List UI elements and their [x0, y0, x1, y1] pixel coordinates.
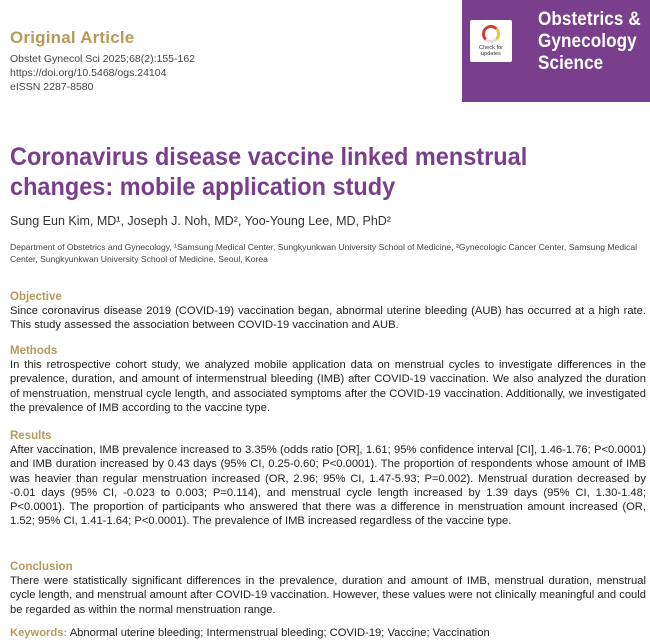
journal-name-line3: Science — [538, 53, 604, 74]
citation: Obstet Gynecol Sci 2025;68(2):155-162 — [10, 53, 196, 65]
results-text: After vaccination, IMB prevalence increased to 3.35% (odds ratio [OR], 1.61; 95% confidence interval [CI], 1.46-1.76; P<0.0001) and IMB duration increased by 0.43 days (95% CI, 0.25-0.60; P<0.0001). The proportion of respondents whose amount of IMB was heavier than regular menstruation increased (OR, 2.96; 95% CI, 1.47-5.93; P=0.002). Menstrual duration decreased by -0.01 days (95% CI, -0.023 to 0.003; P=0.114), and menstrual cycle length increased by 1.39 days (95% CI, 1.30-1.48; P<0.0001). The proportion of participants who answered that there was a difference in menstruation amount increased (OR, 1.52; 95% CI, 1.41-1.64; P<0.0001). The prevalence of IMB increased regardless of the vaccine type. — [10, 444, 646, 528]
keywords-text: Abnormal uterine bleeding; Intermenstrual bleeding; COVID-19; Vaccine; Vaccination — [69, 627, 490, 639]
affiliation: Department of Obstetrics and Gynecology, ¹Samsung Medical Center, Sungkyunkwan University School of Medicine, ²Gynecologic Cancer Center, Samsung Medical Center, Sungkyunkwan University School of Medicine, Seoul, Korea — [10, 242, 638, 264]
article-meta — [10, 28, 195, 94]
conclusion-text: There were statistically significant differences in the prevalence, duration and amount of IMB, menstrual duration, menstrual cycle length, and menstrual amount after COVID-19 vaccination. However, these values were not clinically meaningful and could be regarded as within the normal menstruation range. — [10, 575, 646, 616]
results-section — [10, 429, 646, 529]
journal-name-line2: Gynecology — [538, 31, 637, 52]
authors: Sung Eun Kim, MD¹, Joseph J. Noh, MD², Yoo-Young Lee, MD, PhD² — [10, 214, 391, 228]
objective-heading: Objective — [10, 291, 62, 303]
methods-heading: Methods — [10, 345, 58, 357]
journal-name-line1: Obstetrics & — [538, 9, 641, 30]
check-for-updates-icon — [482, 25, 500, 43]
conclusion-section — [10, 560, 646, 617]
badge-line2: updates — [481, 51, 501, 57]
journal-name — [538, 9, 641, 75]
results-heading: Results — [10, 430, 52, 442]
check-for-updates-badge[interactable] — [470, 20, 512, 62]
eissn: eISSN 2287-8580 — [10, 81, 94, 93]
conclusion-heading: Conclusion — [10, 561, 73, 573]
methods-section — [10, 344, 646, 415]
keywords-label: Keywords: — [10, 627, 68, 639]
objective-section — [10, 290, 646, 333]
article-type: Original Article — [10, 28, 135, 47]
keywords — [10, 627, 490, 639]
journal-banner — [462, 0, 650, 102]
badge-line1: Check for — [479, 45, 503, 51]
objective-text: Since coronavirus disease 2019 (COVID-19) vaccination began, abnormal uterine bleeding (AUB) has occurred at a high rate. This study assessed the association between COVID-19 vaccination and AUB. — [10, 305, 646, 332]
article-title: Coronavirus disease vaccine linked menstrual changes: mobile application study — [10, 143, 528, 201]
methods-text: In this retrospective cohort study, we analyzed mobile application data on menstrual cycles to investigate differences in the prevalence, duration, and amount of intermenstrual bleeding (IMB) after COVID-19 vaccination. We also analyzed the duration of menstruation, menstrual cycle length, and associated symptoms after the COVID-19 vaccination. Additionally, we investigated the prevalence of IMB according to the vaccine type. — [10, 359, 646, 414]
doi-link[interactable]: https://doi.org/10.5468/ogs.24104 — [10, 67, 167, 79]
